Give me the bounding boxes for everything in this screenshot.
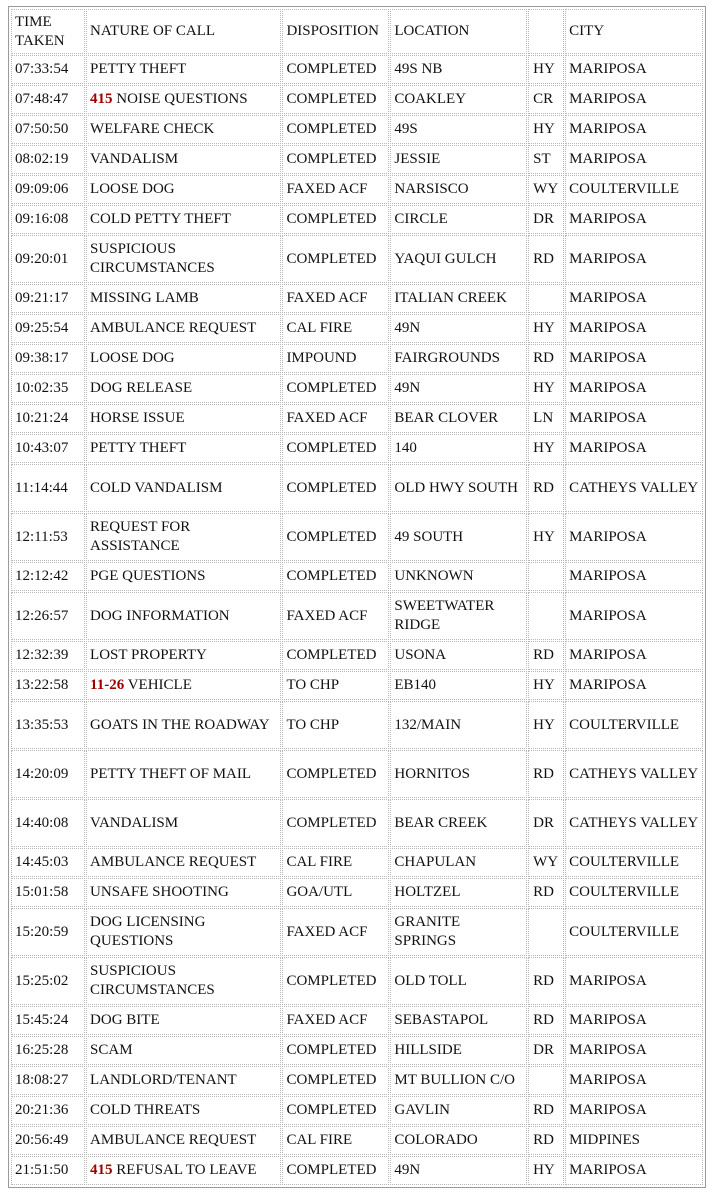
nature-cell [86,314,281,343]
disposition-cell: COMPLETED [282,799,389,847]
disposition-cell: COMPLETED [282,562,389,591]
table-row [11,55,703,84]
nature-cell [86,1126,281,1155]
location-cell: BEAR CLOVER [390,404,527,433]
nature-text: WELFARE CHECK [90,121,215,137]
time-cell: 16:25:28 [11,1036,85,1065]
location-cell: HILLSIDE [390,1036,527,1065]
location-cell: HOLTZEL [390,878,527,907]
disposition-cell: CAL FIRE [282,1126,389,1155]
location-cell: HORNITOS [390,750,527,798]
disposition-cell: CAL FIRE [282,314,389,343]
nature-cell [86,1006,281,1035]
table-row [11,1156,703,1185]
penal-code: 415 [90,1162,113,1178]
road-type-cell: HY [528,434,564,463]
header-location: LOCATION [390,9,527,54]
nature-cell [86,145,281,174]
call-log-frame [8,6,706,1188]
city-cell: MARIPOSA [565,1066,703,1095]
nature-cell [86,641,281,670]
table-row [11,701,703,749]
location-cell: CHAPULAN [390,848,527,877]
disposition-cell: COMPLETED [282,235,389,283]
nature-text: PETTY THEFT [90,61,187,77]
city-cell: CATHEYS VALLEY [565,464,703,512]
nature-cell [86,235,281,283]
disposition-cell: IMPOUND [282,344,389,373]
nature-text: COLD THREATS [90,1102,201,1118]
time-cell: 09:21:17 [11,284,85,313]
location-cell: 49S NB [390,55,527,84]
city-cell: MARIPOSA [565,1156,703,1185]
time-cell: 18:08:27 [11,1066,85,1095]
disposition-cell: COMPLETED [282,1096,389,1125]
road-type-cell: RD [528,235,564,283]
table-row [11,641,703,670]
location-cell: FAIRGROUNDS [390,344,527,373]
location-cell: GRANITE SPRINGS [390,908,527,956]
city-cell: MARIPOSA [565,671,703,700]
penal-code: 415 [90,91,113,107]
table-row [11,908,703,956]
table-row [11,799,703,847]
nature-text: LOOSE DOG [90,181,175,197]
header-disposition: DISPOSITION [282,9,389,54]
time-cell: 07:48:47 [11,85,85,114]
city-cell: MARIPOSA [565,115,703,144]
time-cell: 09:20:01 [11,235,85,283]
city-cell: MARIPOSA [565,957,703,1005]
road-type-cell [528,592,564,640]
call-log-body [11,55,703,1185]
road-type-cell [528,1066,564,1095]
nature-text: AMBULANCE REQUEST [90,1132,257,1148]
nature-cell [86,592,281,640]
road-type-cell: DR [528,799,564,847]
location-cell: COLORADO [390,1126,527,1155]
table-row [11,562,703,591]
city-cell: COULTERVILLE [565,878,703,907]
nature-cell [86,1156,281,1185]
location-cell: 49N [390,314,527,343]
road-type-cell: HY [528,115,564,144]
road-type-cell: RD [528,1126,564,1155]
road-type-cell: RD [528,1006,564,1035]
nature-text: AMBULANCE REQUEST [90,854,257,870]
location-cell: OLD TOLL [390,957,527,1005]
city-cell: COULTERVILLE [565,701,703,749]
location-cell: ITALIAN CREEK [390,284,527,313]
table-row [11,513,703,561]
disposition-cell: FAXED ACF [282,404,389,433]
time-cell: 14:40:08 [11,799,85,847]
location-cell: BEAR CREEK [390,799,527,847]
disposition-cell: CAL FIRE [282,848,389,877]
city-cell: MARIPOSA [565,284,703,313]
nature-cell [86,434,281,463]
nature-cell [86,464,281,512]
disposition-cell: COMPLETED [282,205,389,234]
road-type-cell: RD [528,641,564,670]
disposition-cell: COMPLETED [282,145,389,174]
city-cell: MARIPOSA [565,205,703,234]
city-cell: CATHEYS VALLEY [565,750,703,798]
nature-cell [86,205,281,234]
road-type-cell: WY [528,848,564,877]
header-time-taken: TIME TAKEN [11,9,85,54]
disposition-cell: COMPLETED [282,1156,389,1185]
city-cell: MARIPOSA [565,513,703,561]
road-type-cell: RD [528,750,564,798]
nature-text: REQUEST FOR ASSISTANCE [90,519,191,554]
city-cell: MARIPOSA [565,374,703,403]
city-cell: COULTERVILLE [565,908,703,956]
disposition-cell: TO CHP [282,671,389,700]
location-cell: 49N [390,374,527,403]
time-cell: 20:56:49 [11,1126,85,1155]
disposition-cell: COMPLETED [282,750,389,798]
table-row [11,750,703,798]
time-cell: 14:45:03 [11,848,85,877]
header-road-type [528,9,564,54]
location-cell: MT BULLION C/O [390,1066,527,1095]
nature-text: NOISE QUESTIONS [112,91,248,107]
table-row [11,957,703,1005]
city-cell: MARIPOSA [565,641,703,670]
table-row [11,1006,703,1035]
road-type-cell: HY [528,513,564,561]
table-row [11,115,703,144]
time-cell: 10:02:35 [11,374,85,403]
nature-text: HORSE ISSUE [90,410,185,426]
time-cell: 07:50:50 [11,115,85,144]
nature-text: LANDLORD/TENANT [90,1072,237,1088]
nature-text: LOST PROPERTY [90,647,207,663]
time-cell: 13:22:58 [11,671,85,700]
nature-text: DOG INFORMATION [90,607,230,624]
disposition-cell: COMPLETED [282,374,389,403]
location-cell: 140 [390,434,527,463]
disposition-cell: COMPLETED [282,55,389,84]
table-row [11,235,703,283]
nature-cell [86,671,281,700]
nature-text: COLD VANDALISM [90,479,223,496]
disposition-cell: GOA/UTL [282,878,389,907]
time-cell: 15:01:58 [11,878,85,907]
table-row [11,878,703,907]
table-row [11,848,703,877]
location-cell: OLD HWY SOUTH [390,464,527,512]
location-cell: USONA [390,641,527,670]
road-type-cell: HY [528,374,564,403]
time-cell: 10:21:24 [11,404,85,433]
road-type-cell: CR [528,85,564,114]
road-type-cell [528,284,564,313]
nature-cell [86,1036,281,1065]
nature-text: PETTY THEFT [90,440,187,456]
time-cell: 12:12:42 [11,562,85,591]
time-cell: 15:25:02 [11,957,85,1005]
location-cell: UNKNOWN [390,562,527,591]
nature-text: SUSPICIOUS CIRCUMSTANCES [90,241,215,276]
location-cell: SWEETWATER RIDGE [390,592,527,640]
table-row [11,175,703,204]
road-type-cell: HY [528,55,564,84]
nature-cell [86,513,281,561]
location-cell: 132/MAIN [390,701,527,749]
nature-cell [86,799,281,847]
nature-cell [86,562,281,591]
disposition-cell: COMPLETED [282,464,389,512]
city-cell: MARIPOSA [565,344,703,373]
nature-text: DOG LICENSING QUESTIONS [90,914,206,949]
table-row [11,205,703,234]
nature-cell [86,404,281,433]
city-cell: MARIPOSA [565,1096,703,1125]
city-cell: MARIPOSA [565,145,703,174]
header-nature-of-call: NATURE OF CALL [86,9,281,54]
time-cell: 09:38:17 [11,344,85,373]
road-type-cell: HY [528,671,564,700]
location-cell: JESSIE [390,145,527,174]
road-type-cell: HY [528,701,564,749]
disposition-cell: COMPLETED [282,641,389,670]
table-row [11,464,703,512]
time-cell: 20:21:36 [11,1096,85,1125]
road-type-cell: RD [528,957,564,1005]
road-type-cell: RD [528,344,564,373]
disposition-cell: COMPLETED [282,513,389,561]
time-cell: 12:11:53 [11,513,85,561]
nature-text: GOATS IN THE ROADWAY [90,716,270,733]
road-type-cell: HY [528,1156,564,1185]
nature-cell [86,344,281,373]
nature-cell [86,908,281,956]
city-cell: COULTERVILLE [565,175,703,204]
time-cell: 11:14:44 [11,464,85,512]
nature-cell [86,284,281,313]
location-cell: 49 SOUTH [390,513,527,561]
location-cell: GAVLIN [390,1096,527,1125]
location-cell: YAQUI GULCH [390,235,527,283]
time-cell: 21:51:50 [11,1156,85,1185]
nature-cell [86,701,281,749]
road-type-cell: RD [528,878,564,907]
nature-text: COLD PETTY THEFT [90,211,231,227]
location-cell: NARSISCO [390,175,527,204]
time-cell: 12:26:57 [11,592,85,640]
nature-text: AMBULANCE REQUEST [90,320,257,336]
nature-cell [86,55,281,84]
city-cell: MARIPOSA [565,235,703,283]
city-cell: MARIPOSA [565,434,703,463]
nature-text: PETTY THEFT OF MAIL [90,765,252,782]
time-cell: 10:43:07 [11,434,85,463]
nature-text: MISSING LAMB [90,290,199,306]
table-row [11,145,703,174]
city-cell: COULTERVILLE [565,848,703,877]
nature-text: SUSPICIOUS CIRCUMSTANCES [90,963,215,998]
time-cell: 14:20:09 [11,750,85,798]
time-cell: 15:20:59 [11,908,85,956]
nature-cell [86,1066,281,1095]
road-type-cell: LN [528,404,564,433]
city-cell: MARIPOSA [565,592,703,640]
table-row [11,1036,703,1065]
city-cell: CATHEYS VALLEY [565,799,703,847]
header-row [11,9,703,54]
nature-text: REFUSAL TO LEAVE [112,1162,257,1178]
road-type-cell: RD [528,464,564,512]
nature-text: DOG RELEASE [90,380,193,396]
nature-cell [86,374,281,403]
table-row [11,1066,703,1095]
city-cell: MARIPOSA [565,1036,703,1065]
city-cell: MARIPOSA [565,562,703,591]
nature-cell [86,85,281,114]
road-type-cell: WY [528,175,564,204]
time-cell: 15:45:24 [11,1006,85,1035]
header-city: CITY [565,9,703,54]
table-row [11,1096,703,1125]
location-cell: EB140 [390,671,527,700]
time-cell: 09:16:08 [11,205,85,234]
location-cell: COAKLEY [390,85,527,114]
table-row [11,374,703,403]
disposition-cell: COMPLETED [282,85,389,114]
nature-text: LOOSE DOG [90,350,175,366]
nature-cell [86,175,281,204]
nature-text: SCAM [90,1042,133,1058]
time-cell: 09:09:06 [11,175,85,204]
disposition-cell: TO CHP [282,701,389,749]
time-cell: 08:02:19 [11,145,85,174]
time-cell: 09:25:54 [11,314,85,343]
nature-text: VANDALISM [90,814,179,831]
city-cell: MARIPOSA [565,1006,703,1035]
nature-cell [86,750,281,798]
disposition-cell: FAXED ACF [282,908,389,956]
nature-cell [86,878,281,907]
disposition-cell: COMPLETED [282,957,389,1005]
call-log-table [10,8,704,1186]
road-type-cell [528,908,564,956]
city-cell: MARIPOSA [565,404,703,433]
nature-text: UNSAFE SHOOTING [90,884,229,900]
disposition-cell: COMPLETED [282,115,389,144]
table-row [11,434,703,463]
time-cell: 12:32:39 [11,641,85,670]
disposition-cell: FAXED ACF [282,284,389,313]
table-row [11,344,703,373]
disposition-cell: FAXED ACF [282,175,389,204]
nature-text: VANDALISM [90,151,179,167]
location-cell: 49S [390,115,527,144]
road-type-cell: ST [528,145,564,174]
disposition-cell: FAXED ACF [282,1006,389,1035]
city-cell: MARIPOSA [565,314,703,343]
nature-cell [86,848,281,877]
location-cell: SEBASTAPOL [390,1006,527,1035]
city-cell: MARIPOSA [565,85,703,114]
table-row [11,404,703,433]
nature-text: VEHICLE [124,677,192,693]
road-type-cell: RD [528,1096,564,1125]
city-cell: MIDPINES [565,1126,703,1155]
table-row [11,85,703,114]
table-row [11,1126,703,1155]
disposition-cell: FAXED ACF [282,592,389,640]
nature-cell [86,1096,281,1125]
road-type-cell [528,562,564,591]
penal-code: 11-26 [90,677,125,693]
road-type-cell: DR [528,1036,564,1065]
location-cell: CIRCLE [390,205,527,234]
nature-cell [86,115,281,144]
disposition-cell: COMPLETED [282,1036,389,1065]
table-row [11,671,703,700]
city-cell: MARIPOSA [565,55,703,84]
disposition-cell: COMPLETED [282,1066,389,1095]
disposition-cell: COMPLETED [282,434,389,463]
road-type-cell: HY [528,314,564,343]
nature-text: DOG BITE [90,1012,160,1028]
table-row [11,592,703,640]
road-type-cell: DR [528,205,564,234]
nature-cell [86,957,281,1005]
nature-text: PGE QUESTIONS [90,568,206,584]
table-row [11,314,703,343]
time-cell: 07:33:54 [11,55,85,84]
table-row [11,284,703,313]
time-cell: 13:35:53 [11,701,85,749]
location-cell: 49N [390,1156,527,1185]
